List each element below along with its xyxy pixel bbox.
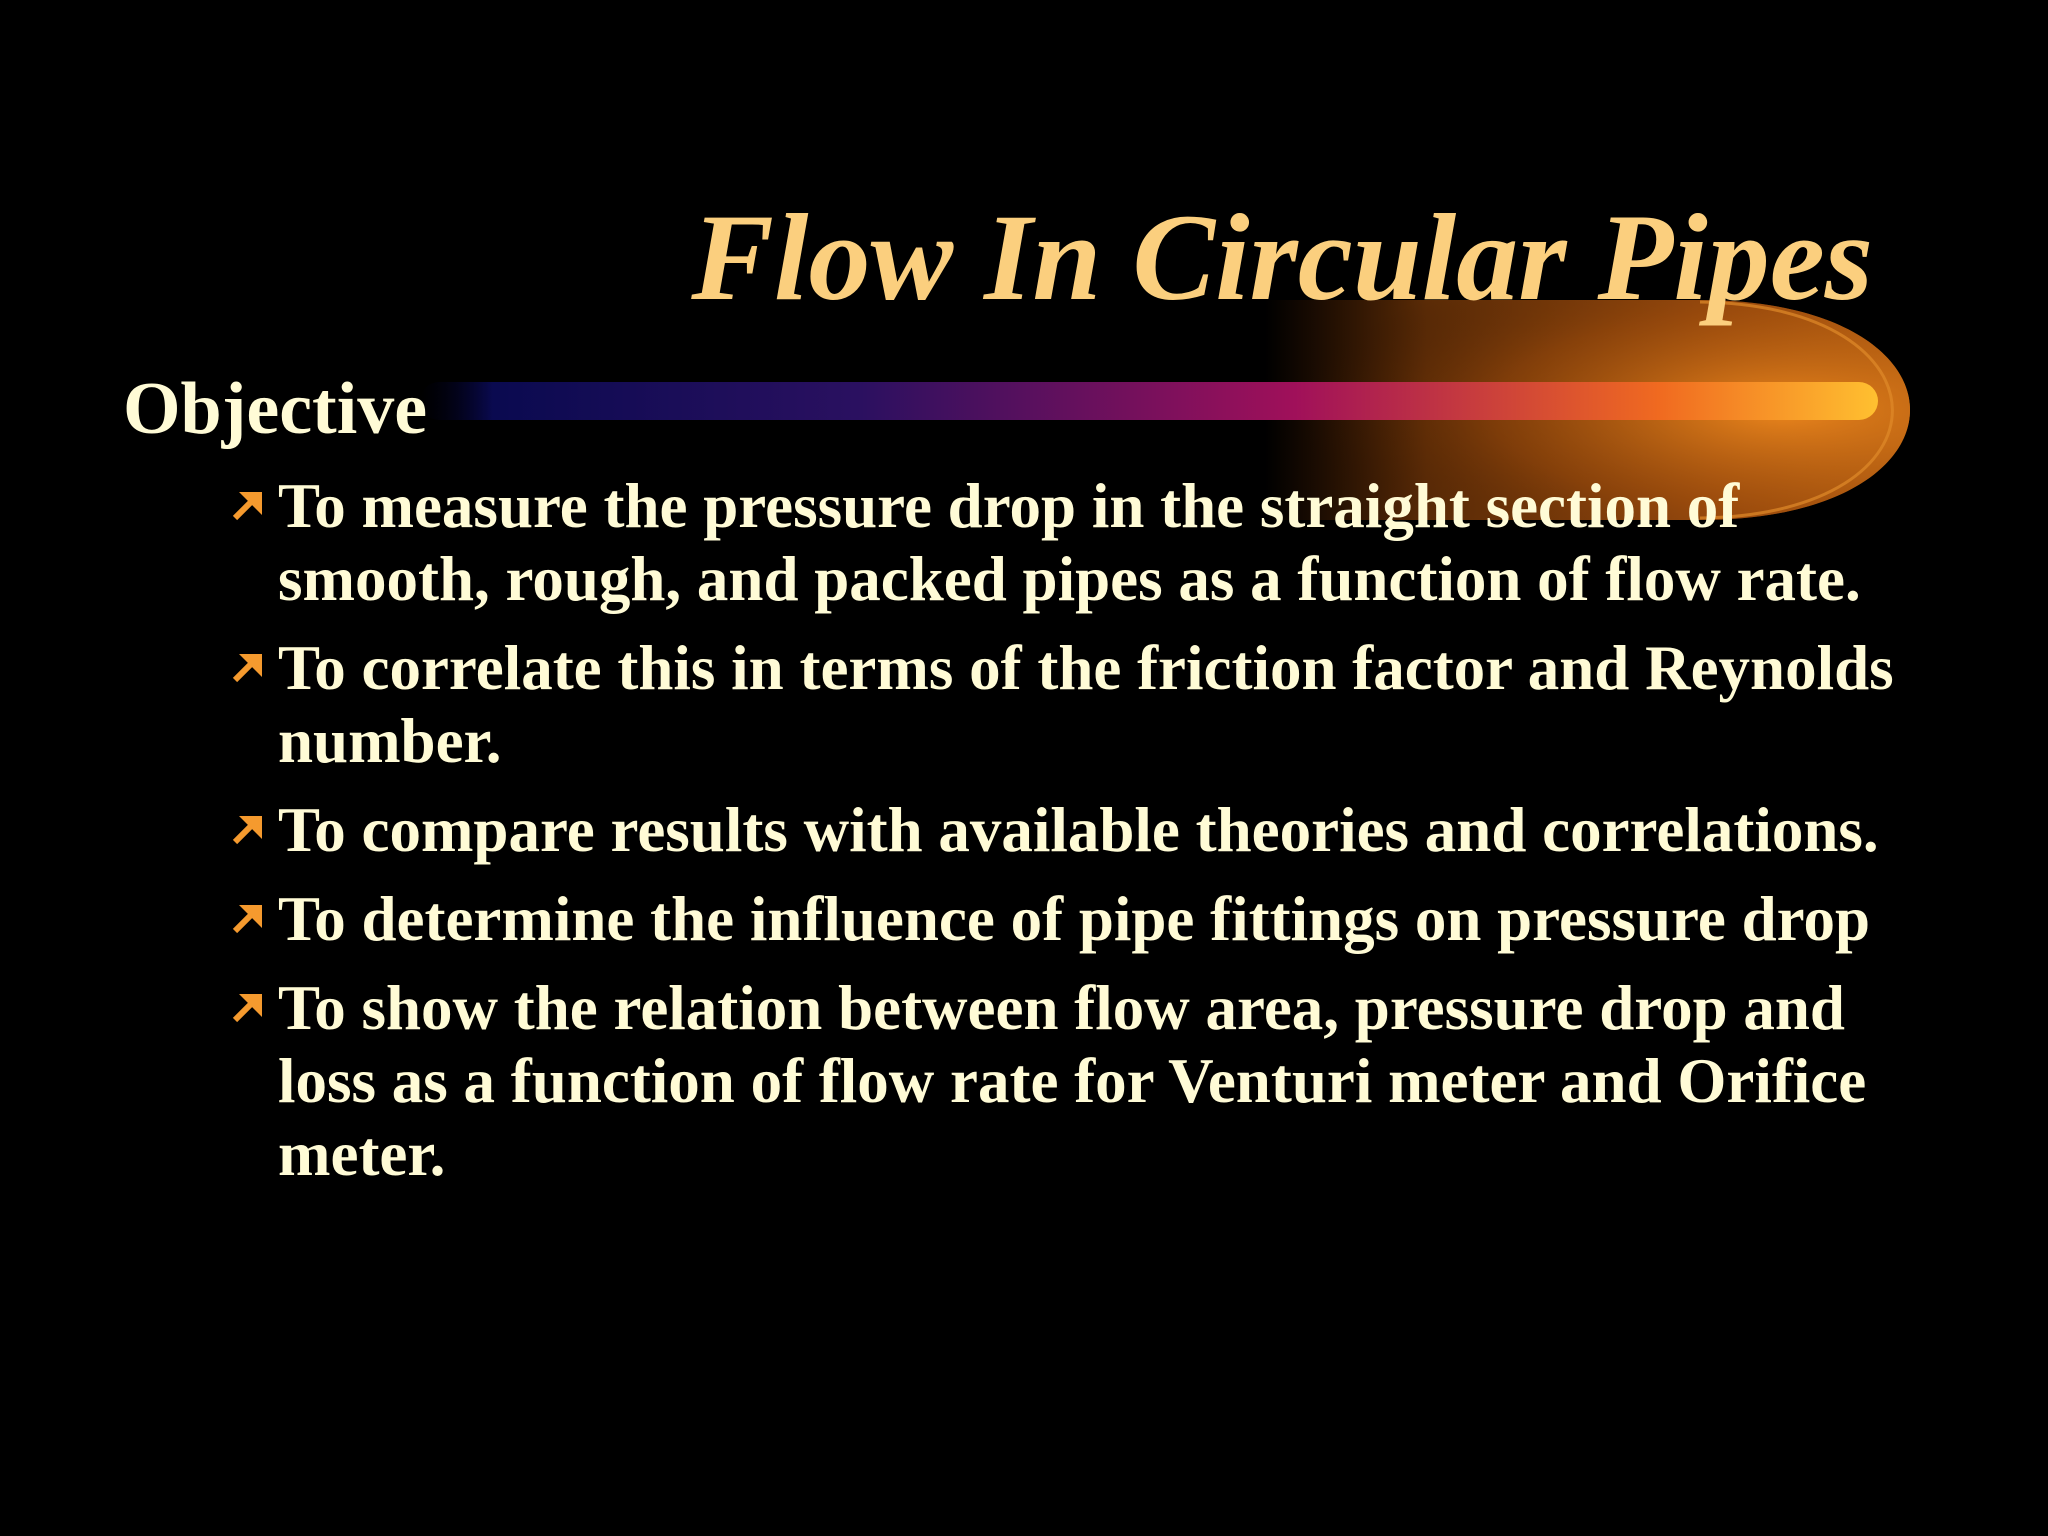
arrow-up-right-icon: [230, 986, 266, 1030]
list-item: [230, 470, 1910, 616]
gradient-bar: [420, 382, 1878, 420]
list-item: [230, 972, 1910, 1191]
bullet-text: To measure the pressure drop in the straight section of smooth, rough, and packed pipes as a function of flow rate.: [278, 471, 1861, 614]
arrow-up-right-icon: [230, 646, 266, 690]
arrow-up-right-icon: [230, 897, 266, 941]
objective-list: [230, 470, 1910, 1207]
bullet-text: To show the relation between flow area, pressure drop and loss as a function of flow rate for Venturi meter and Orifice meter.: [278, 973, 1867, 1189]
list-item: [230, 632, 1910, 778]
list-item: [230, 794, 1910, 867]
section-heading: Objective: [123, 368, 428, 450]
arrow-up-right-icon: [230, 484, 266, 528]
bullet-text: To correlate this in terms of the friction factor and Reynolds number.: [278, 633, 1894, 776]
slide-title: Flow In Circular Pipes: [691, 189, 1873, 326]
bullet-text: To determine the influence of pipe fittings on pressure drop: [278, 884, 1870, 954]
arrow-up-right-icon: [230, 808, 266, 852]
list-item: [230, 883, 1910, 956]
bullet-text: To compare results with available theories and correlations.: [278, 795, 1879, 865]
